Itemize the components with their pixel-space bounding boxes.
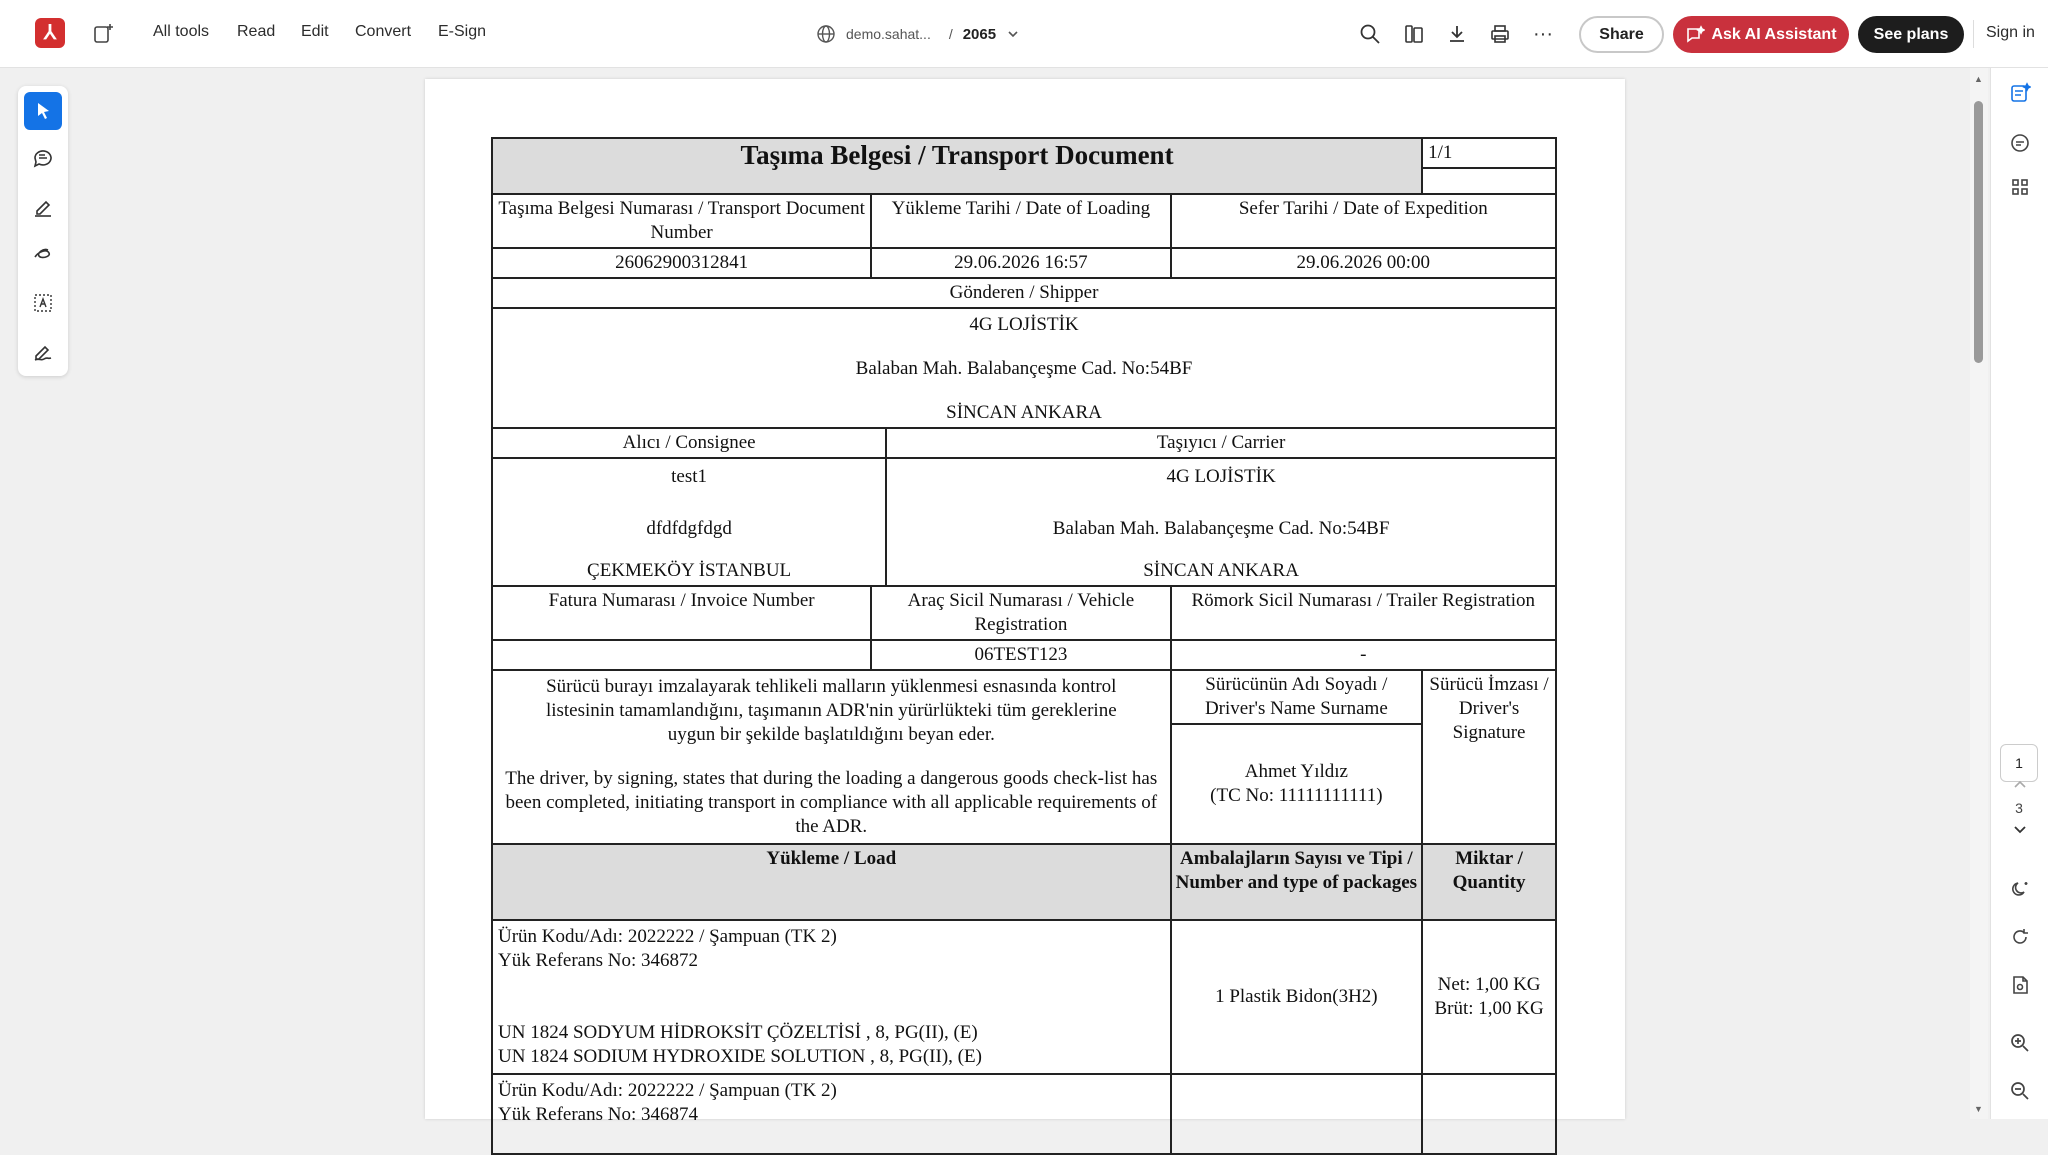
header-packages: Ambalajların Sayısı ve Tipi / Number and type of packages [1171, 844, 1423, 920]
load-item-quantity [1422, 920, 1556, 1074]
download-icon[interactable] [1443, 20, 1471, 48]
loading-date-value: 29.06.2026 16:57 [871, 248, 1170, 278]
document-table [491, 137, 1557, 1155]
doc-number-value: 26062900312841 [492, 248, 871, 278]
consignee-city: ÇEKMEKÖY İSTANBUL [587, 560, 792, 581]
rotate-icon[interactable] [2005, 922, 2035, 952]
driver-name: Ahmet Yıldız [1244, 761, 1348, 782]
current-page-box[interactable]: 1 [2000, 744, 2038, 782]
consignee-address: dfdfdgfdgd [646, 518, 732, 539]
header-load: Yükleme / Load [492, 844, 1171, 920]
print-icon[interactable] [1486, 20, 1514, 48]
consignee-block [492, 458, 886, 586]
carrier-label: Taşıyıcı / Carrier [886, 428, 1556, 458]
divider [1973, 20, 1974, 48]
right-rail [1990, 68, 2048, 1119]
share-button[interactable]: Share [1579, 16, 1664, 53]
acrobat-logo-icon[interactable]: ⅄ [35, 18, 65, 48]
load-item-un-en: UN 1824 SODIUM HYDROXIDE SOLUTION , 8, PG(II), (E) [498, 1046, 982, 1067]
search-icon[interactable] [1356, 20, 1384, 48]
page-counter-empty [1422, 168, 1556, 194]
load-item-net: Net: 1,00 KG [1437, 974, 1541, 995]
scrollbar-thumb[interactable] [1974, 101, 1983, 363]
load-item-gross: Brüt: 1,00 KG [1434, 998, 1544, 1019]
top-toolbar [0, 0, 2048, 68]
trailer-value: - [1171, 640, 1556, 670]
create-sparkle-icon[interactable] [90, 20, 118, 48]
header-doc-number: Taşıma Belgesi Numarası / Transport Document Number [492, 194, 871, 248]
ask-ai-assistant-button[interactable] [1673, 16, 1849, 53]
total-pages: 3 [2015, 800, 2023, 816]
pdf-page [425, 79, 1625, 1125]
driver-tc: (TC No: 11111111111) [1210, 785, 1383, 806]
header-driver-signature: Sürücü İmzası / Driver's Signature [1422, 670, 1556, 844]
header-expedition-date: Sefer Tarihi / Date of Expedition [1171, 194, 1556, 248]
ask-ai-label: Ask AI Assistant [1711, 25, 1837, 43]
load-item-packages [1171, 1074, 1423, 1154]
page-down-icon[interactable] [2005, 814, 2035, 844]
more-options-icon[interactable]: ··· [1533, 22, 1553, 45]
header-driver-name: Sürücünün Adı Soyadı / Driver's Name Surname [1171, 670, 1423, 724]
globe-icon [816, 24, 836, 44]
document-separator: / [948, 26, 953, 42]
ai-chat-icon [1685, 25, 1705, 45]
load-item-ref: Yük Referans No: 346874 [498, 1104, 698, 1125]
load-item-quantity [1422, 1074, 1556, 1154]
chevron-down-icon[interactable] [1006, 27, 1020, 41]
header-vehicle: Araç Sicil Numarası / Vehicle Registration [871, 586, 1170, 640]
declaration-tr: Sürücü burayı imzalayarak tehlikeli malların yüklenmesi esnasında kontrol listesinin tamamlandığını, taşımanın ADR'nin yürürlükteki tüm gereklerine uygun bir şekilde başlatıldığını beyan eder. [545, 676, 1117, 745]
shipper-address: Balaban Mah. Balabançeşme Cad. No:54BF [855, 358, 1193, 379]
shipper-block [492, 308, 1556, 428]
page-up-icon[interactable] [2005, 770, 2035, 800]
scroll-up-arrow-icon[interactable]: ▲ [1974, 74, 1983, 84]
load-item-product: Ürün Kodu/Adı: 2022222 / Şampuan (TK 2) [498, 1080, 837, 1101]
shipper-city: SİNCAN ANKARA [946, 402, 1102, 423]
comments-icon[interactable] [2005, 128, 2035, 158]
carrier-address: Balaban Mah. Balabançeşme Cad. No:54BF [1052, 518, 1390, 539]
sign-in-link[interactable]: Sign in [1986, 24, 2035, 41]
document-number: 2065 [962, 25, 997, 43]
page-thumbnails-icon[interactable] [1400, 20, 1428, 48]
shipper-name: 4G LOJİSTİK [969, 314, 1079, 335]
header-loading-date: Yükleme Tarihi / Date of Loading [871, 194, 1170, 248]
load-item-packages: 1 Plastik Bidon(3H2) [1171, 920, 1423, 1074]
menu-read[interactable]: Read [237, 23, 276, 40]
dark-mode-icon[interactable] [2005, 874, 2035, 904]
page-counter: 1/1 [1422, 138, 1556, 168]
carrier-city: SİNCAN ANKARA [1143, 560, 1299, 581]
load-item-un-tr: UN 1824 SODYUM HİDROKSİT ÇÖZELTİSİ , 8, PG(II), (E) [498, 1022, 978, 1043]
comment-tool-icon[interactable] [24, 140, 62, 178]
load-item [492, 920, 1171, 1074]
menu-convert[interactable]: Convert [355, 23, 412, 40]
driver-name-block [1171, 724, 1423, 844]
invoice-value [492, 640, 871, 670]
zoom-out-icon[interactable] [2005, 1076, 2035, 1106]
expedition-date-value: 29.06.2026 00:00 [1171, 248, 1556, 278]
shipper-label: Gönderen / Shipper [492, 278, 1556, 308]
document-host: demo.sahat... [846, 26, 931, 42]
document-properties-icon[interactable] [2005, 970, 2035, 1000]
carrier-name: 4G LOJİSTİK [1166, 466, 1276, 487]
fill-sign-tool-icon[interactable] [24, 332, 62, 370]
see-plans-button[interactable]: See plans [1858, 16, 1964, 53]
text-box-tool-icon[interactable] [24, 284, 62, 322]
header-quantity: Miktar / Quantity [1422, 844, 1556, 920]
load-item-product: Ürün Kodu/Adı: 2022222 / Şampuan (TK 2) [498, 926, 837, 947]
carrier-block [886, 458, 1556, 586]
header-invoice: Fatura Numarası / Invoice Number [492, 586, 871, 640]
left-tool-panel [18, 86, 68, 376]
zoom-in-icon[interactable] [2005, 1028, 2035, 1058]
vertical-scrollbar[interactable] [1970, 68, 1988, 1119]
load-item-ref: Yük Referans No: 346872 [498, 950, 698, 971]
transport-document [491, 137, 1557, 1155]
document-name[interactable] [816, 22, 1020, 46]
consignee-label: Alıcı / Consignee [492, 428, 886, 458]
load-item [492, 1074, 1171, 1154]
driver-declaration [492, 670, 1171, 844]
document-title: Taşıma Belgesi / Transport Document [492, 138, 1422, 194]
menu-all-tools[interactable]: All tools [153, 23, 210, 40]
grid-view-icon[interactable] [2005, 172, 2035, 202]
vehicle-value: 06TEST123 [871, 640, 1170, 670]
scroll-down-arrow-icon[interactable]: ▼ [1974, 1104, 1983, 1114]
declaration-en: The driver, by signing, states that during the loading a dangerous goods check-list has been completed, initiating transport in compliance with all applicable requirements of the ADR. [505, 768, 1158, 837]
highlight-tool-icon[interactable] [24, 188, 62, 226]
draw-tool-icon[interactable] [24, 236, 62, 274]
menu-edit[interactable]: Edit [301, 23, 329, 40]
ai-summary-icon[interactable] [2005, 78, 2035, 108]
consignee-name: test1 [671, 466, 708, 487]
menu-esign[interactable]: E-Sign [438, 23, 487, 40]
select-tool-icon[interactable] [24, 92, 62, 130]
header-trailer: Römork Sicil Numarası / Trailer Registration [1171, 586, 1556, 640]
